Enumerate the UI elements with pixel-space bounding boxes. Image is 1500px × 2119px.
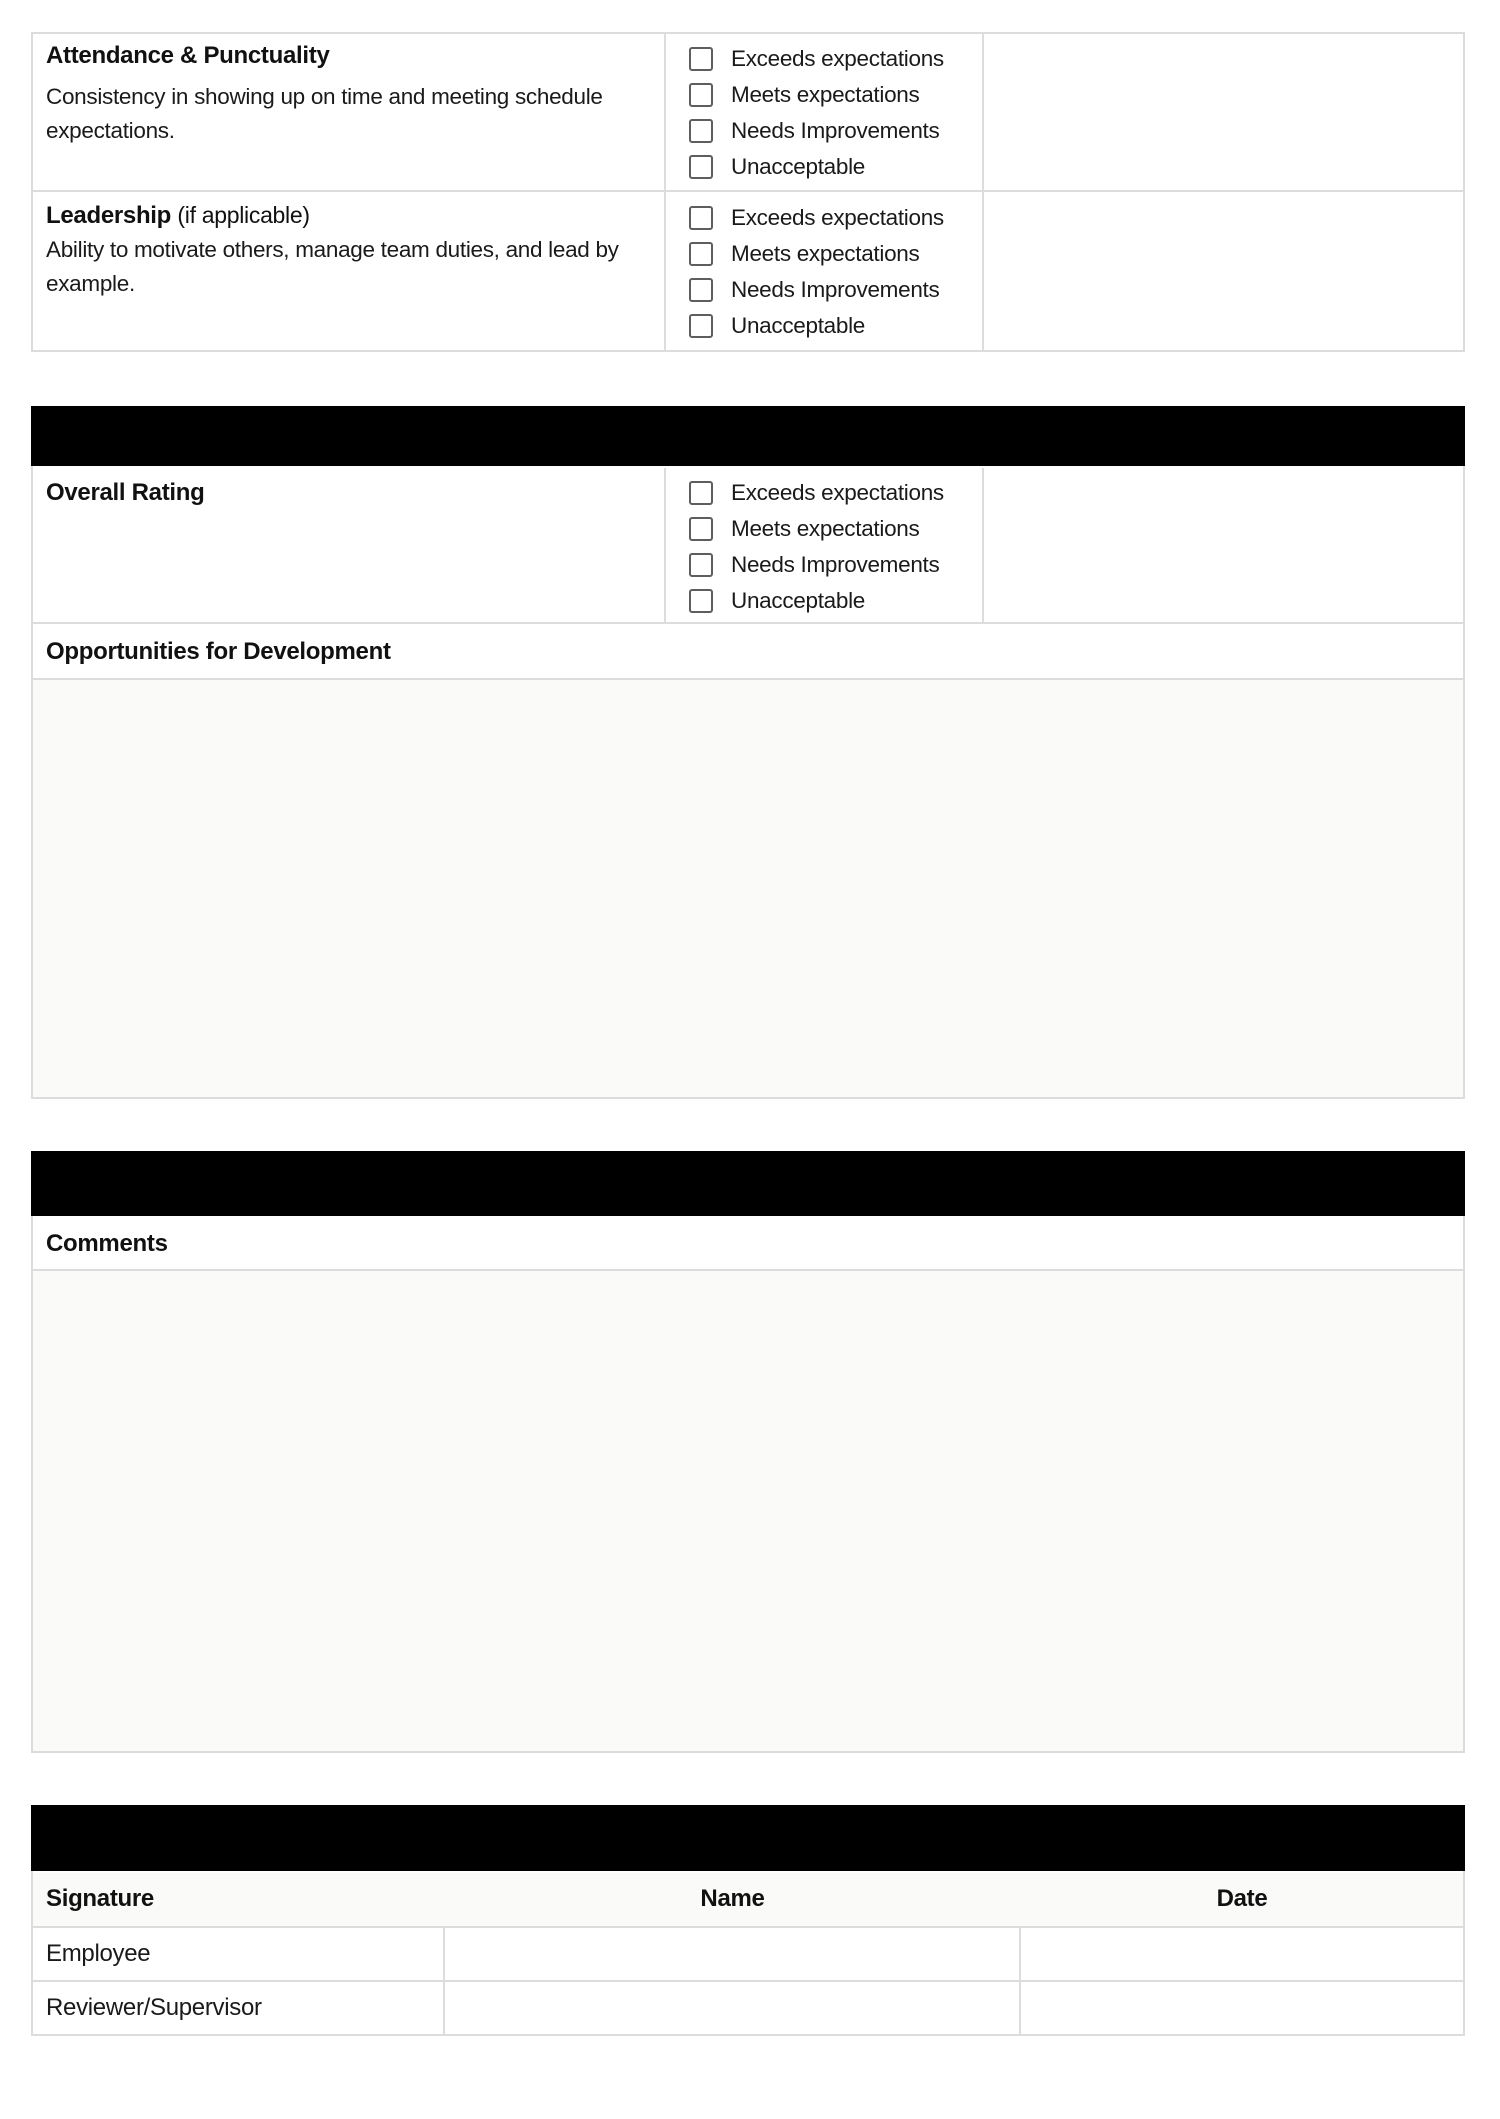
option-label: Meets expectations [731, 241, 920, 266]
criterion-description: Ability to motivate others, manage team duties, and lead by example. [46, 237, 619, 296]
rating-option-unacceptable[interactable] [689, 308, 944, 344]
rating-option-exceeds[interactable] [689, 475, 944, 511]
criterion-comment-field[interactable] [984, 192, 1463, 350]
rating-option-meets[interactable] [689, 77, 944, 113]
rating-option-needs-improvement[interactable] [689, 272, 944, 308]
development-title: Opportunities for Development [46, 638, 391, 665]
checkbox-icon[interactable] [689, 242, 713, 266]
section-header-bar [31, 1805, 1465, 1873]
option-label: Meets expectations [731, 82, 920, 107]
employee-name-field[interactable] [445, 1928, 1019, 1980]
development-text-area[interactable] [33, 680, 1463, 1097]
checkbox-icon[interactable] [689, 278, 713, 302]
criterion-description: Consistency in showing up on time and meeting schedule expectations. [46, 84, 603, 143]
overall-comment-field[interactable] [984, 468, 1463, 622]
rating-option-exceeds[interactable] [689, 41, 944, 77]
criterion-title-text: Attendance & Punctuality [46, 42, 330, 69]
option-label: Meets expectations [731, 516, 920, 541]
rating-option-meets[interactable] [689, 511, 944, 547]
comments-title: Comments [46, 1230, 168, 1257]
checkbox-icon[interactable] [689, 206, 713, 230]
checkbox-icon[interactable] [689, 589, 713, 613]
employee-date-field[interactable] [1021, 1928, 1463, 1980]
option-label: Needs Improvements [731, 552, 940, 577]
rating-option-unacceptable[interactable] [689, 149, 944, 185]
checkbox-icon[interactable] [689, 119, 713, 143]
option-label: Exceeds expectations [731, 480, 944, 505]
option-label: Needs Improvements [731, 118, 940, 143]
checkbox-icon[interactable] [689, 47, 713, 71]
section-header-bar [31, 406, 1465, 468]
rating-options [689, 41, 944, 185]
signature-role-reviewer: Reviewer/Supervisor [46, 1994, 262, 2021]
rating-option-needs-improvement[interactable] [689, 547, 944, 583]
reviewer-name-field[interactable] [445, 1982, 1019, 2034]
checkbox-icon[interactable] [689, 517, 713, 541]
option-label: Unacceptable [731, 313, 865, 338]
rating-option-exceeds[interactable] [689, 200, 944, 236]
header-date: Date [1216, 1885, 1268, 1912]
option-label: Exceeds expectations [731, 46, 944, 71]
overall-rating-options [689, 475, 944, 619]
rating-option-meets[interactable] [689, 236, 944, 272]
option-label: Exceeds expectations [731, 205, 944, 230]
criterion-comment-field[interactable] [984, 34, 1463, 190]
column-divider [664, 468, 666, 623]
header-name: Name [700, 1885, 765, 1912]
criterion-title [46, 200, 310, 231]
checkbox-icon[interactable] [689, 553, 713, 577]
checkbox-icon[interactable] [689, 83, 713, 107]
reviewer-date-field[interactable] [1021, 1982, 1463, 2034]
criterion-title-text: Leadership [46, 202, 172, 229]
signature-role-employee: Employee [46, 1940, 151, 1967]
option-label: Unacceptable [731, 154, 865, 179]
checkbox-icon[interactable] [689, 314, 713, 338]
row-divider [31, 622, 1465, 624]
rating-option-needs-improvement[interactable] [689, 113, 944, 149]
rating-options [689, 200, 944, 344]
section-header-bar [31, 1151, 1465, 1218]
option-label: Unacceptable [731, 588, 865, 613]
header-signature: Signature [46, 1885, 154, 1912]
comments-text-area[interactable] [33, 1271, 1463, 1751]
overall-rating-title: Overall Rating [46, 479, 205, 506]
criterion-title [46, 41, 330, 71]
criterion-note: (if applicable) [177, 202, 310, 228]
column-divider [664, 32, 666, 352]
checkbox-icon[interactable] [689, 155, 713, 179]
option-label: Needs Improvements [731, 277, 940, 302]
rating-option-unacceptable[interactable] [689, 583, 944, 619]
checkbox-icon[interactable] [689, 481, 713, 505]
